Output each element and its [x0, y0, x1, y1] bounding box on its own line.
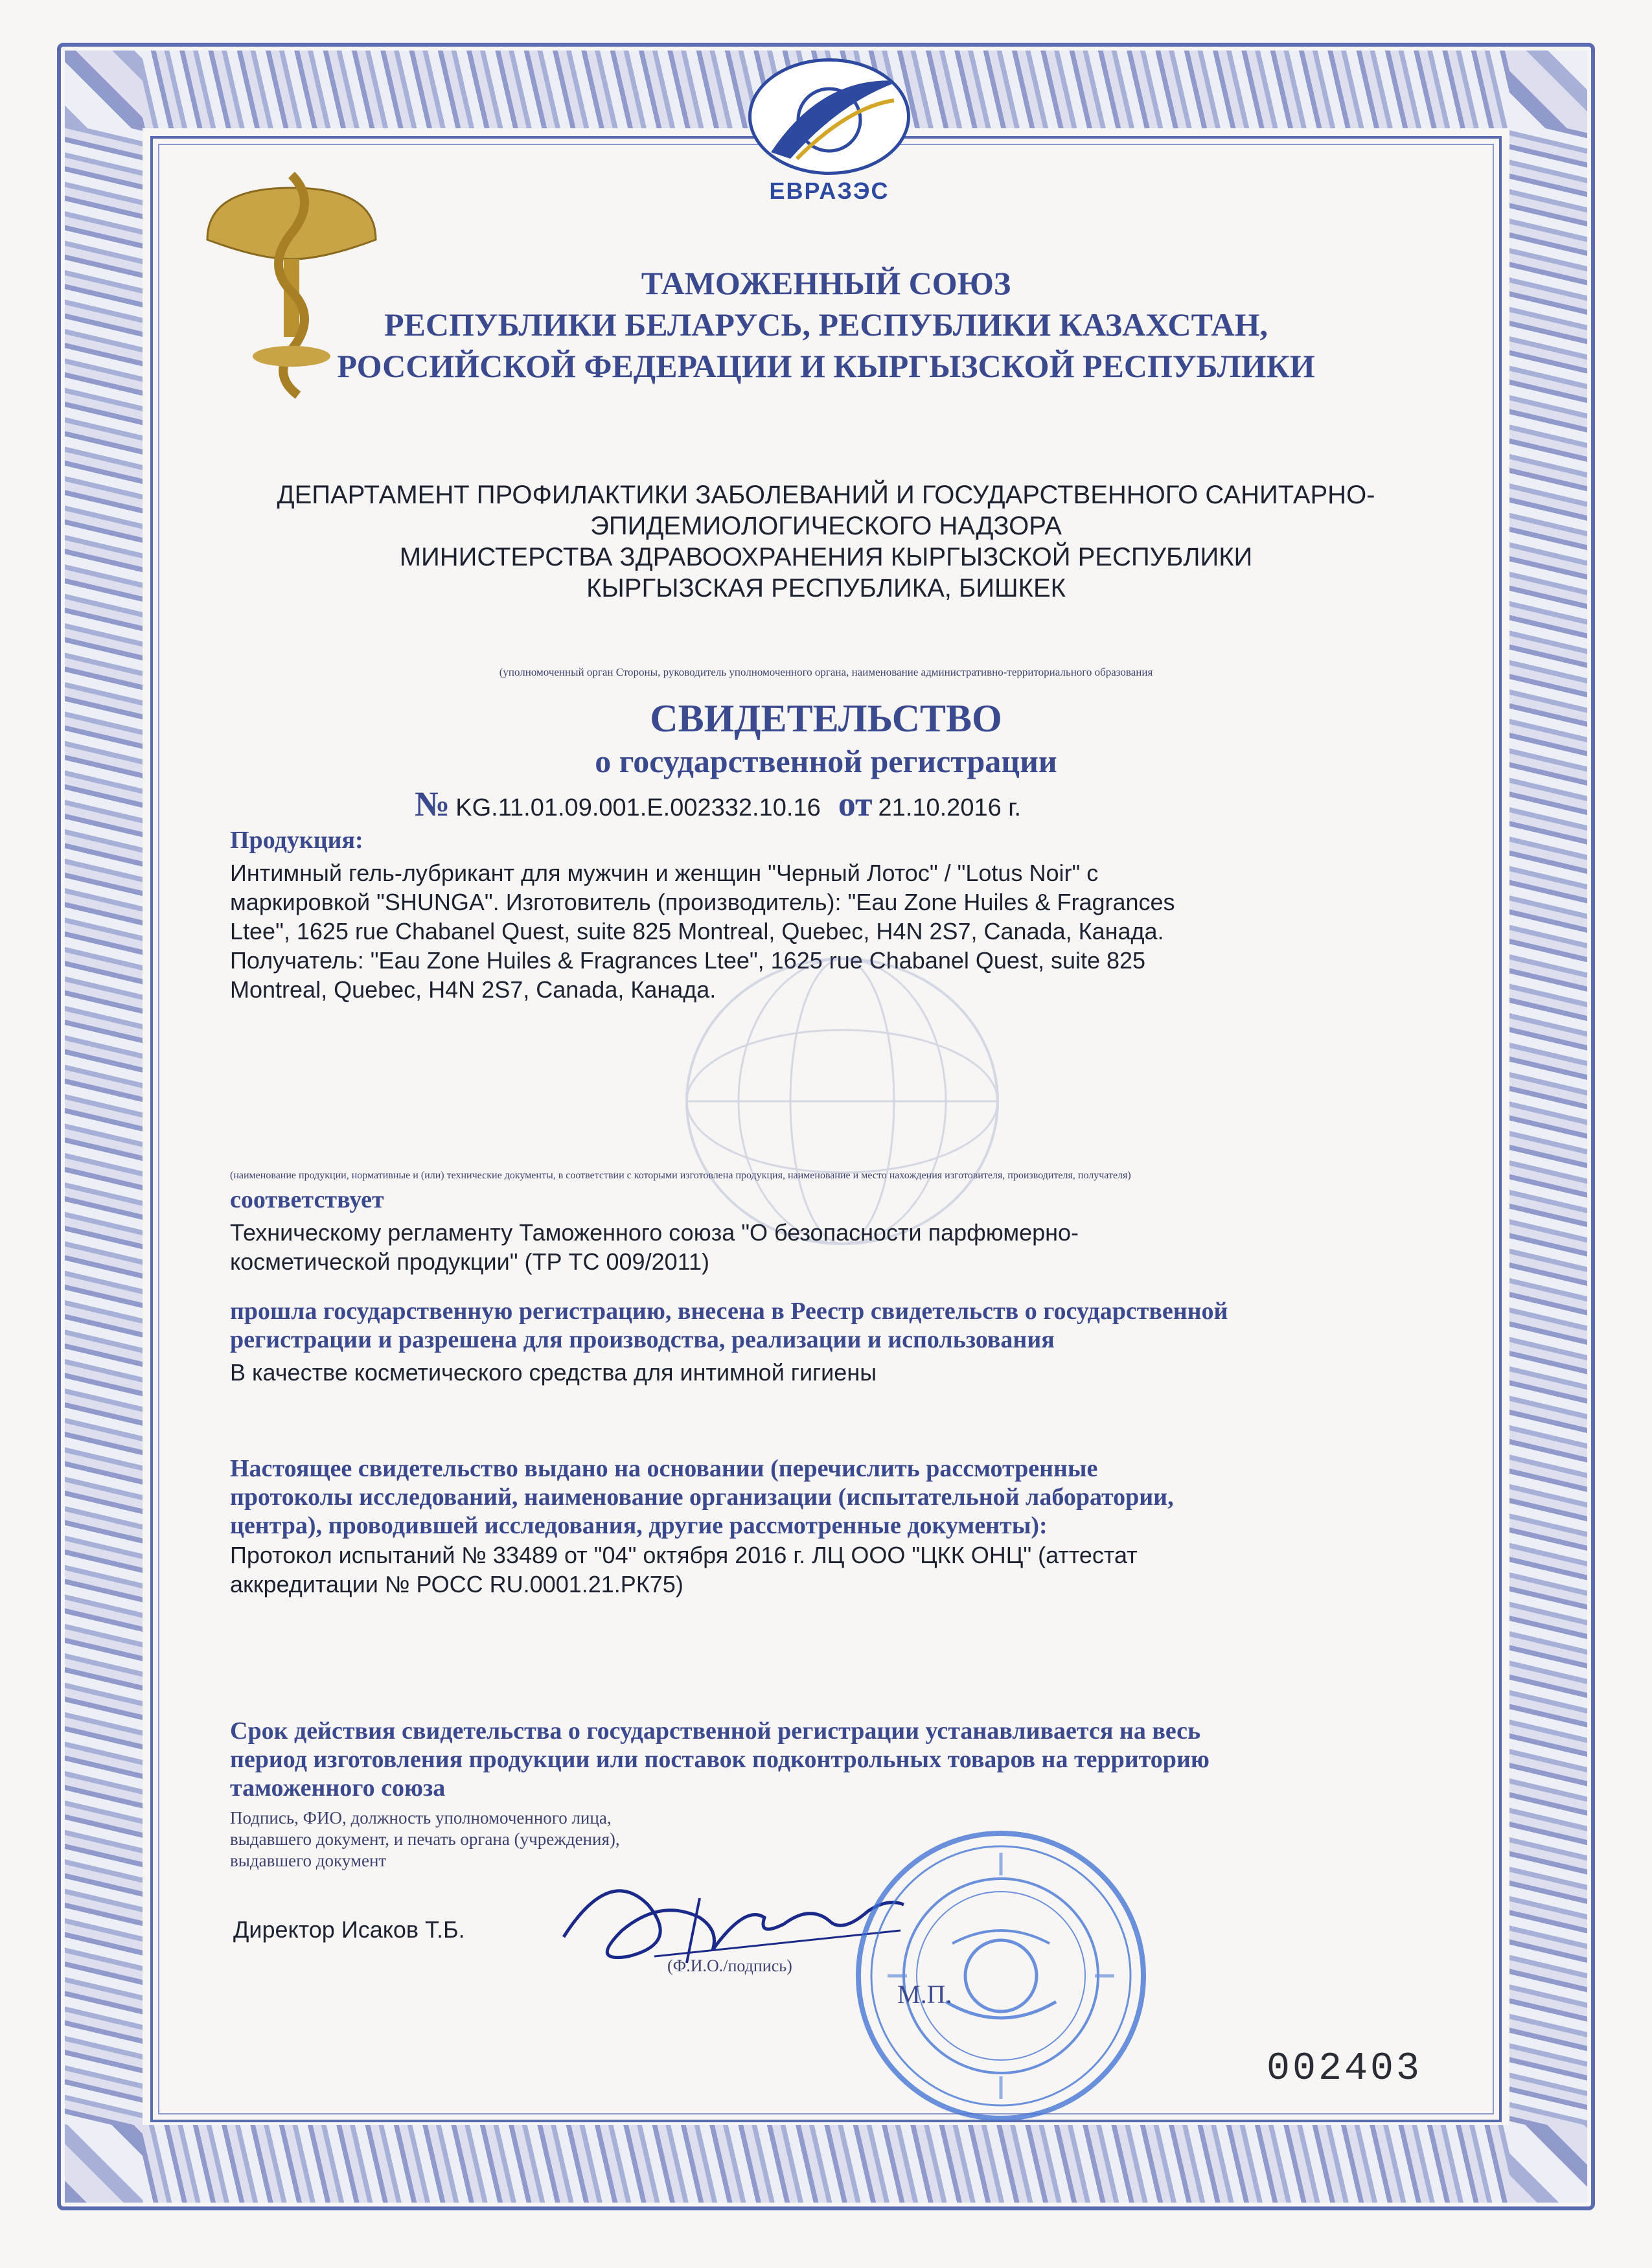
- serial-number: 002403: [1267, 2047, 1423, 2091]
- department-line-4: КЫРГЫЗСКАЯ РЕСПУБЛИКА, БИШКЕК: [586, 574, 1066, 602]
- department-line-3: МИНИСТЕРСТВА ЗДРАВООХРАНЕНИЯ КЫРГЫЗСКОЙ РЕСПУБЛИКИ: [399, 543, 1253, 571]
- header-line-2: РЕСПУБЛИКИ БЕЛАРУСЬ, РЕСПУБЛИКИ КАЗАХСТАН,: [384, 306, 1268, 343]
- basis-line-1: Настоящее свидетельство выдано на основании (перечислить рассмотренные: [230, 1455, 1098, 1482]
- mp-label: М.П.: [897, 1980, 952, 2009]
- signature-caption-line-1: Подпись, ФИО, должность уполномоченного лица,: [230, 1808, 612, 1827]
- certificate-number: KG.11.01.09.001.E.002332.10.16: [455, 794, 821, 821]
- signature-caption-line-2: выдавшего документ, и печать органа (учреждения),: [230, 1829, 620, 1849]
- registered-text: В качестве косметического средства для интимной гигиены: [230, 1359, 877, 1386]
- certificate-title: СВИДЕТЕЛЬСТВО: [650, 697, 1002, 740]
- conforms-text: [230, 1218, 1267, 1276]
- customs-union-header: [214, 262, 1438, 387]
- products-line-1: Интимный гель-лубрикант для мужчин и женщин "Черный Лотос" / "Lotus Noir" с: [230, 860, 1099, 886]
- certificate-date: 21.10.2016 г.: [878, 794, 1022, 821]
- eurasec-emblem-icon: [748, 58, 910, 175]
- registered-line-1: прошла государственную регистрацию, внесена в Реестр свидетельств о государственной: [230, 1298, 1228, 1325]
- products-line-3: Ltee", 1625 rue Chabanel Quest, suite 825 Montreal, Quebec, H4N 2S7, Canada, Канада.: [230, 918, 1164, 945]
- fio-caption: (Ф.И.О./подпись): [667, 1956, 792, 1975]
- certificate-number-line: [415, 784, 1021, 824]
- conforms-line-1: Техническому регламенту Таможенного союза "О безопасности парфюмерно-: [230, 1219, 1079, 1246]
- department-line-1: ДЕПАРТАМЕНТ ПРОФИЛАКТИКИ ЗАБОЛЕВАНИЙ И ГОСУДАРСТВЕННОГО САНИТАРНО-: [277, 481, 1375, 509]
- products-line-5: Montreal, Quebec, H4N 2S7, Canada, Канада.: [230, 976, 717, 1003]
- department-caption: (уполномоченный орган Стороны, руководитель уполномоченного органа, наименование административно-территориального образования: [499, 666, 1153, 678]
- conforms-label: соответствует: [230, 1186, 384, 1213]
- director-name: Директор Исаков Т.Б.: [233, 1916, 465, 1943]
- official-seal-stamp: [849, 1827, 1153, 2125]
- department-line-2: ЭПИДЕМИОЛОГИЧЕСКОГО НАДЗОРА: [590, 512, 1062, 540]
- basis-line-2: протоколы исследований, наименование организации (испытательной лаборатории,: [230, 1483, 1174, 1511]
- validity-line-3: таможенного союза: [230, 1774, 446, 1802]
- validity-line-1: Срок действия свидетельства о государственной регистрации устанавливается на весь: [230, 1717, 1201, 1745]
- header-line-1: ТАМОЖЕННЫЙ СОЮЗ: [641, 265, 1011, 301]
- signature-caption-line-3: выдавшего документ: [230, 1851, 387, 1870]
- products-line-2: маркировкой "SHUNGA". Изготовитель (производитель): "Eau Zone Huiles & Fragrances: [230, 889, 1175, 915]
- products-line-4: Получатель: "Eau Zone Huiles & Fragrances Ltee", 1625 rue Chabanel Quest, suite 825: [230, 947, 1146, 974]
- eurasec-logo-text: ЕВРАЗЭС: [769, 178, 889, 204]
- date-label: от: [838, 785, 873, 823]
- number-label: №: [415, 785, 450, 823]
- validity-label: [230, 1717, 1448, 1802]
- basis-text: [230, 1541, 1331, 1599]
- eurasec-logo: [726, 58, 933, 214]
- department-block: [214, 479, 1438, 604]
- basis-line-3: центра), проводившей исследования, другие рассмотренные документы):: [230, 1512, 1048, 1539]
- basis-text-line-2: аккредитации № РОСС RU.0001.21.РК75): [230, 1571, 683, 1598]
- certificate-subtitle: о государственной регистрации: [595, 743, 1057, 779]
- registered-line-2: регистрации и разрешена для производства, реализации и использования: [230, 1326, 1055, 1353]
- registered-label: [230, 1297, 1448, 1354]
- validity-line-2: период изготовления продукции или поставок подконтрольных товаров на территорию: [230, 1746, 1210, 1773]
- conforms-line-2: косметической продукции" (ТР ТС 009/2011): [230, 1248, 709, 1275]
- header-line-3: РОССИЙСКОЙ ФЕДЕРАЦИИ И КЫРГЫЗСКОЙ РЕСПУБЛИКИ: [337, 348, 1315, 384]
- products-label: Продукция:: [230, 827, 363, 854]
- products-caption: (наименование продукции, нормативные и (или) технические документы, в соответствии с которыми изготовлена продукция, наименование и место нахождения изготовителя, производителя, получателя): [230, 1170, 1131, 1181]
- basis-text-line-1: Протокол испытаний № 33489 от "04" октября 2016 г. ЛЦ ООО "ЦКК ОНЦ" (аттестат: [230, 1542, 1138, 1568]
- basis-label: [230, 1454, 1448, 1540]
